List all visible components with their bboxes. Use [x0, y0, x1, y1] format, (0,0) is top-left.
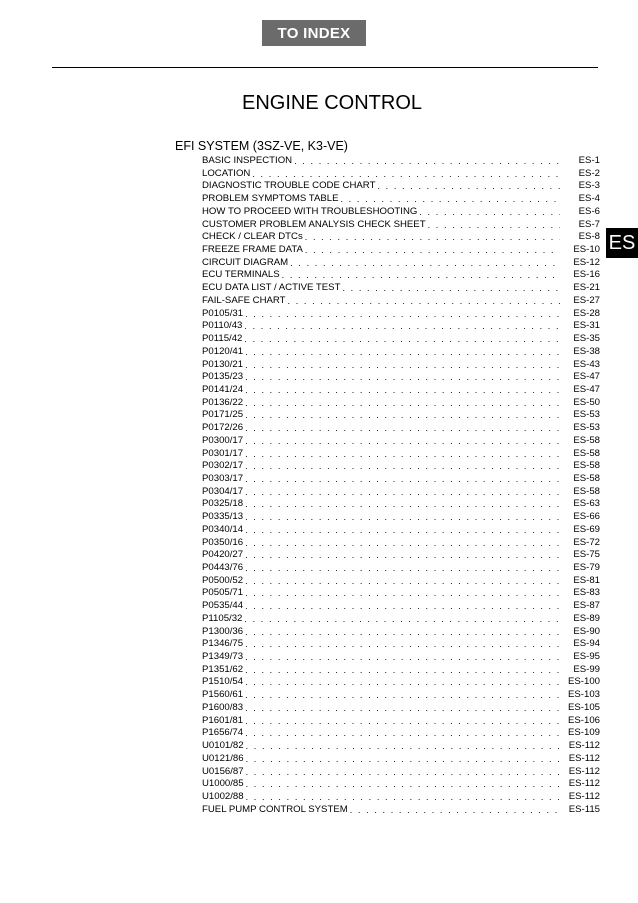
- dot-leader: [245, 422, 560, 435]
- toc-entry-title: DIAGNOSTIC TROUBLE CODE CHART: [202, 180, 376, 192]
- toc-entry-page: ES-95: [573, 651, 600, 663]
- toc-entry[interactable]: [202, 689, 600, 702]
- toc-entry[interactable]: [202, 702, 600, 715]
- toc-entry-page: ES-50: [573, 396, 600, 408]
- dot-leader: [342, 282, 560, 295]
- toc-entry-page: ES-90: [573, 625, 600, 637]
- dot-leader: [246, 778, 560, 791]
- dot-leader: [419, 206, 560, 219]
- toc-entry[interactable]: [202, 244, 600, 257]
- toc-entry-title: P0105/31: [202, 307, 244, 319]
- toc-entry[interactable]: [202, 422, 600, 435]
- dot-leader: [246, 791, 560, 804]
- dot-leader: [245, 702, 560, 715]
- toc-entry-page: ES-87: [573, 600, 600, 612]
- toc-entry[interactable]: [202, 804, 600, 817]
- toc-entry-title: P1105/32: [202, 612, 243, 624]
- toc-entry-title: FREEZE FRAME DATA: [202, 244, 303, 256]
- toc-entry[interactable]: [202, 753, 600, 766]
- toc-entry-title: P1510/54: [202, 676, 244, 688]
- toc-entry[interactable]: [202, 219, 600, 232]
- toc-entry-page: ES-58: [573, 472, 600, 484]
- toc-entry-title: P0303/17: [202, 472, 244, 484]
- toc-entry[interactable]: [202, 359, 600, 372]
- toc-entry-page: ES-10: [573, 244, 600, 256]
- dot-leader: [245, 397, 560, 410]
- toc-entry[interactable]: [202, 549, 600, 562]
- toc-entry[interactable]: [202, 524, 600, 537]
- toc-entry-page: ES-81: [573, 574, 600, 586]
- toc-entry-title: P1560/61: [202, 689, 244, 701]
- toc-entry-title: FUEL PUMP CONTROL SYSTEM: [202, 803, 348, 815]
- dot-leader: [245, 460, 560, 473]
- toc-entry-title: P0350/16: [202, 536, 244, 548]
- toc-entry-page: ES-3: [578, 180, 600, 192]
- toc-entry-page: ES-112: [568, 790, 600, 802]
- toc-entry[interactable]: [202, 613, 600, 626]
- toc-entry-title: LOCATION: [202, 167, 251, 179]
- toc-entry-title: P0171/25: [202, 409, 244, 421]
- toc-entry-title: P0535/44: [202, 600, 244, 612]
- dot-leader: [350, 804, 560, 817]
- toc-entry-title: FAIL-SAFE CHART: [202, 294, 286, 306]
- toc-entry-title: ECU TERMINALS: [202, 269, 280, 281]
- dot-leader: [294, 155, 560, 168]
- dot-leader: [245, 473, 560, 486]
- dot-leader: [245, 409, 560, 422]
- toc-entry-title: P0325/18: [202, 498, 244, 510]
- dot-leader: [290, 257, 560, 270]
- toc-entry-title: P0443/76: [202, 562, 244, 573]
- toc-entry-page: ES-105: [568, 701, 600, 713]
- toc-entry-title: P0505/71: [202, 587, 244, 599]
- dot-leader: [245, 638, 560, 651]
- toc-entry-page: ES-2: [578, 167, 600, 179]
- toc-entry[interactable]: [202, 715, 600, 728]
- toc-entry-title: P0136/22: [202, 396, 244, 408]
- dot-leader: [244, 613, 560, 626]
- toc-entry-page: ES-8: [578, 231, 600, 243]
- toc-entry[interactable]: [202, 282, 600, 295]
- dot-leader: [282, 269, 560, 282]
- toc-entry[interactable]: [202, 180, 600, 193]
- toc-entry-page: ES-75: [573, 549, 600, 561]
- toc-entry-title: HOW TO PROCEED WITH TROUBLESHOOTING: [202, 205, 418, 217]
- dot-leader: [246, 766, 560, 779]
- dot-leader: [245, 676, 560, 689]
- toc-entry-page: ES-109: [568, 727, 600, 739]
- toc-entry-page: ES-112: [568, 740, 600, 752]
- toc-entry-title: U0156/87: [202, 765, 244, 777]
- toc-entry[interactable]: [202, 435, 600, 448]
- toc-entry-title: P1346/75: [202, 638, 244, 650]
- toc-entry-page: ES-103: [568, 689, 600, 701]
- toc-entry-title: P0172/26: [202, 422, 244, 434]
- toc-entry-page: ES-53: [573, 409, 600, 421]
- toc-entry[interactable]: [202, 486, 600, 499]
- dot-leader: [245, 498, 560, 511]
- toc-entry-title: P1601/81: [202, 714, 244, 726]
- toc-entry-title: P0301/17: [202, 447, 244, 459]
- toc-entry-page: ES-58: [573, 485, 600, 497]
- toc-entry-page: ES-58: [573, 460, 600, 472]
- toc-entry-title: P1349/73: [202, 651, 244, 663]
- toc-entry-page: ES-16: [573, 269, 600, 281]
- toc-entry-title: P0135/23: [202, 371, 244, 383]
- toc-entry-title: ECU DATA LIST / ACTIVE TEST: [202, 282, 341, 294]
- toc-entry-page: ES-27: [573, 294, 600, 306]
- toc-entry[interactable]: [202, 651, 600, 664]
- section-title: EFI SYSTEM (3SZ-VE, K3-VE): [175, 139, 348, 153]
- toc-entry[interactable]: [202, 460, 600, 473]
- toc-entry-title: P0500/52: [202, 574, 244, 586]
- dot-leader: [245, 689, 560, 702]
- toc-entry[interactable]: [202, 295, 600, 308]
- toc-entry-page: ES-100: [568, 676, 600, 688]
- dot-leader: [245, 524, 560, 537]
- header-divider: [52, 67, 598, 68]
- toc-entry[interactable]: [202, 384, 600, 397]
- toc-entry-title: U1000/85: [202, 778, 244, 790]
- toc-entry-title: P1656/74: [202, 727, 244, 739]
- table-of-contents: [202, 155, 600, 816]
- dot-leader: [246, 740, 560, 753]
- toc-entry[interactable]: [202, 626, 600, 639]
- toc-entry-page: ES-53: [573, 422, 600, 434]
- dot-leader: [377, 180, 560, 193]
- dot-leader: [245, 308, 560, 321]
- toc-entry[interactable]: [202, 193, 600, 206]
- toc-entry[interactable]: [202, 168, 600, 181]
- toc-entry[interactable]: [202, 231, 600, 244]
- toc-entry[interactable]: [202, 257, 600, 270]
- toc-entry-page: ES-47: [573, 383, 600, 395]
- toc-entry-page: ES-35: [573, 333, 600, 345]
- toc-entry[interactable]: [202, 727, 600, 740]
- toc-entry-title: CUSTOMER PROBLEM ANALYSIS CHECK SHEET: [202, 218, 426, 230]
- dot-leader: [245, 664, 560, 677]
- toc-entry[interactable]: [202, 448, 600, 461]
- toc-entry[interactable]: [202, 587, 600, 600]
- toc-entry[interactable]: [202, 575, 600, 588]
- toc-entry-page: ES-83: [573, 587, 600, 599]
- toc-entry-page: ES-43: [573, 358, 600, 370]
- toc-entry-title: CHECK / CLEAR DTCs: [202, 231, 303, 243]
- dot-leader: [245, 562, 560, 575]
- toc-entry-page: ES-115: [568, 803, 600, 815]
- dot-leader: [245, 435, 560, 448]
- to-index-button[interactable]: TO INDEX: [262, 20, 366, 46]
- toc-entry-page: ES-58: [573, 447, 600, 459]
- dot-leader: [340, 193, 560, 206]
- toc-entry[interactable]: [202, 409, 600, 422]
- toc-entry-page: ES-47: [573, 371, 600, 383]
- toc-entry-page: ES-79: [573, 562, 600, 573]
- toc-entry-title: P0130/21: [202, 358, 244, 370]
- dot-leader: [245, 371, 560, 384]
- dot-leader: [245, 384, 560, 397]
- toc-entry-title: U1002/88: [202, 790, 244, 802]
- toc-entry-title: P1351/62: [202, 663, 244, 675]
- dot-leader: [245, 549, 560, 562]
- toc-entry-page: ES-38: [573, 345, 600, 357]
- dot-leader: [245, 715, 560, 728]
- toc-entry[interactable]: [202, 333, 600, 346]
- toc-entry-page: ES-112: [568, 752, 600, 764]
- toc-entry[interactable]: [202, 778, 600, 791]
- dot-leader: [244, 320, 560, 333]
- toc-entry-title: P0300/17: [202, 434, 244, 446]
- dot-leader: [245, 575, 560, 588]
- toc-entry-title: P0141/24: [202, 383, 244, 395]
- toc-entry-title: P0335/13: [202, 511, 244, 523]
- toc-entry[interactable]: [202, 766, 600, 779]
- dot-leader: [305, 244, 560, 257]
- dot-leader: [245, 448, 560, 461]
- dot-leader: [246, 753, 560, 766]
- dot-leader: [245, 651, 560, 664]
- toc-entry-page: ES-58: [573, 434, 600, 446]
- toc-entry-page: ES-63: [573, 498, 600, 510]
- toc-entry[interactable]: [202, 206, 600, 219]
- toc-entry[interactable]: [202, 562, 600, 575]
- dot-leader: [245, 626, 560, 639]
- toc-entry-title: PROBLEM SYMPTOMS TABLE: [202, 193, 339, 205]
- toc-entry-title: P0120/41: [202, 345, 244, 357]
- toc-entry-title: P0420/27: [202, 549, 244, 561]
- toc-entry[interactable]: [202, 664, 600, 677]
- dot-leader: [245, 537, 560, 550]
- dot-leader: [245, 346, 560, 359]
- toc-entry-page: ES-89: [573, 612, 600, 624]
- toc-entry-page: ES-66: [573, 511, 600, 523]
- toc-entry-page: ES-112: [568, 765, 600, 777]
- toc-entry-title: P0302/17: [202, 460, 244, 472]
- dot-leader: [245, 486, 560, 499]
- dot-leader: [245, 587, 560, 600]
- toc-entry-page: ES-31: [573, 320, 600, 332]
- toc-entry[interactable]: [202, 473, 600, 486]
- toc-entry-page: ES-69: [573, 523, 600, 535]
- dot-leader: [305, 231, 560, 244]
- toc-entry[interactable]: [202, 638, 600, 651]
- section-tab: ES: [606, 228, 638, 258]
- toc-entry[interactable]: [202, 371, 600, 384]
- toc-entry-title: P0304/17: [202, 485, 244, 497]
- toc-entry-title: CIRCUIT DIAGRAM: [202, 256, 289, 268]
- toc-entry[interactable]: [202, 308, 600, 321]
- toc-entry[interactable]: [202, 740, 600, 753]
- toc-entry-page: ES-4: [578, 193, 600, 205]
- toc-entry-title: BASIC INSPECTION: [202, 155, 293, 166]
- toc-entry-title: P0115/42: [202, 333, 243, 345]
- dot-leader: [245, 511, 560, 524]
- toc-entry[interactable]: [202, 155, 600, 168]
- toc-entry[interactable]: [202, 791, 600, 804]
- toc-entry-title: P0340/14: [202, 523, 244, 535]
- toc-entry-page: ES-94: [573, 638, 600, 650]
- toc-entry-title: U0101/82: [202, 740, 244, 752]
- toc-entry[interactable]: [202, 397, 600, 410]
- toc-entry-title: P0110/43: [202, 320, 243, 332]
- toc-entry-page: ES-6: [578, 205, 600, 217]
- toc-entry[interactable]: [202, 320, 600, 333]
- toc-entry-page: ES-28: [573, 307, 600, 319]
- toc-entry[interactable]: [202, 537, 600, 550]
- dot-leader: [245, 727, 560, 740]
- toc-entry[interactable]: [202, 498, 600, 511]
- toc-entry[interactable]: [202, 676, 600, 689]
- toc-entry[interactable]: [202, 269, 600, 282]
- toc-entry-page: ES-106: [568, 714, 600, 726]
- toc-entry-title: P1600/83: [202, 701, 244, 713]
- toc-entry-page: ES-99: [573, 663, 600, 675]
- page-title: ENGINE CONTROL: [241, 92, 423, 114]
- toc-entry-page: ES-1: [578, 155, 600, 166]
- toc-entry-page: ES-72: [573, 536, 600, 548]
- toc-entry[interactable]: [202, 600, 600, 613]
- toc-entry-page: ES-12: [573, 256, 600, 268]
- toc-entry[interactable]: [202, 511, 600, 524]
- toc-entry-title: U0121/86: [202, 752, 244, 764]
- dot-leader: [244, 333, 560, 346]
- dot-leader: [428, 219, 560, 232]
- toc-entry-title: P1300/36: [202, 625, 244, 637]
- toc-entry-page: ES-112: [568, 778, 600, 790]
- dot-leader: [245, 359, 560, 372]
- dot-leader: [288, 295, 560, 308]
- toc-entry-page: ES-21: [573, 282, 600, 294]
- dot-leader: [245, 600, 560, 613]
- toc-entry-page: ES-7: [578, 218, 600, 230]
- dot-leader: [252, 168, 560, 181]
- toc-entry[interactable]: [202, 346, 600, 359]
